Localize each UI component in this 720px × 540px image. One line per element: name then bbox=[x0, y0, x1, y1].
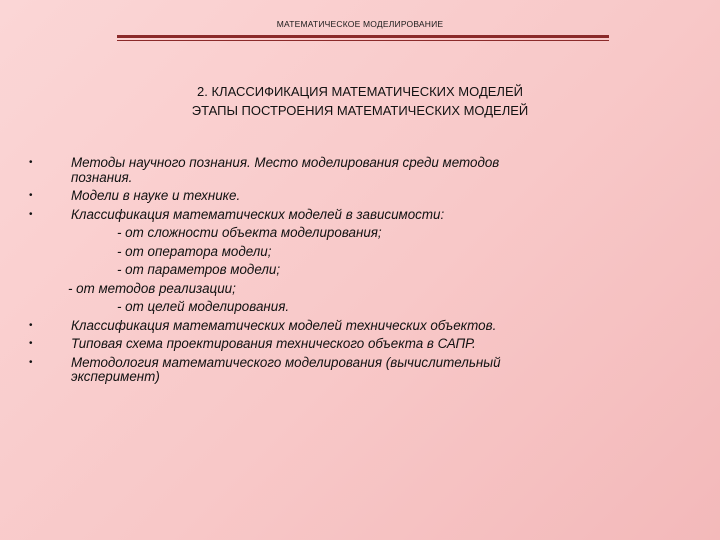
bullet-icon: • bbox=[29, 208, 33, 220]
heading-line-2: ЭТАПЫ ПОСТРОЕНИЯ МАТЕМАТИЧЕСКИХ МОДЕЛЕЙ bbox=[191, 103, 529, 118]
list-item bbox=[0, 335, 720, 354]
bullet-icon: • bbox=[29, 338, 33, 349]
list-item-text: Классификация математических моделей технических объектов. bbox=[71, 317, 497, 333]
sub-item: - от оператора модели; bbox=[117, 243, 272, 259]
bullet-icon: • bbox=[29, 356, 33, 368]
heading-line-1: 2. КЛАССИФИКАЦИЯ МАТЕМАТИЧЕСКИХ МОДЕЛЕЙ bbox=[197, 84, 523, 99]
list-item bbox=[0, 154, 720, 187]
bullet-icon: • bbox=[29, 157, 33, 168]
list-item bbox=[0, 317, 720, 336]
list-item-text: Классификация математических моделей в зависимости: bbox=[71, 206, 445, 222]
slide-heading bbox=[0, 82, 720, 120]
list-item-text: Типовая схема проектирования технического объекта в САПР. bbox=[71, 336, 476, 351]
list-item bbox=[0, 187, 720, 206]
sub-item: - от целей моделирования. bbox=[117, 299, 290, 314]
list-item-text: Модели в науке и технике. bbox=[71, 188, 241, 203]
list-item bbox=[0, 206, 720, 225]
list-item-text-continued: эксперимент) bbox=[71, 369, 160, 384]
bullet-icon: • bbox=[29, 319, 33, 331]
list-item-text: Методы научного познания. Место моделирования среди методов bbox=[71, 155, 500, 170]
bullet-list bbox=[0, 154, 720, 387]
sub-item: - от сложности объекта моделирования; bbox=[117, 225, 382, 240]
sub-item: - от методов реализации; bbox=[68, 280, 236, 296]
list-item-text: Методология математического моделирования (вычислительный bbox=[71, 354, 501, 370]
header-rule-thin bbox=[117, 40, 609, 41]
bullet-icon: • bbox=[29, 190, 33, 201]
sub-item: - от параметров модели; bbox=[117, 262, 281, 277]
list-item bbox=[0, 354, 720, 387]
list-item-text-continued: познания. bbox=[71, 169, 133, 185]
header-rule-thick bbox=[117, 35, 609, 38]
header-title: МАТЕМАТИЧЕСКОЕ МОДЕЛИРОВАНИЕ bbox=[276, 19, 444, 29]
